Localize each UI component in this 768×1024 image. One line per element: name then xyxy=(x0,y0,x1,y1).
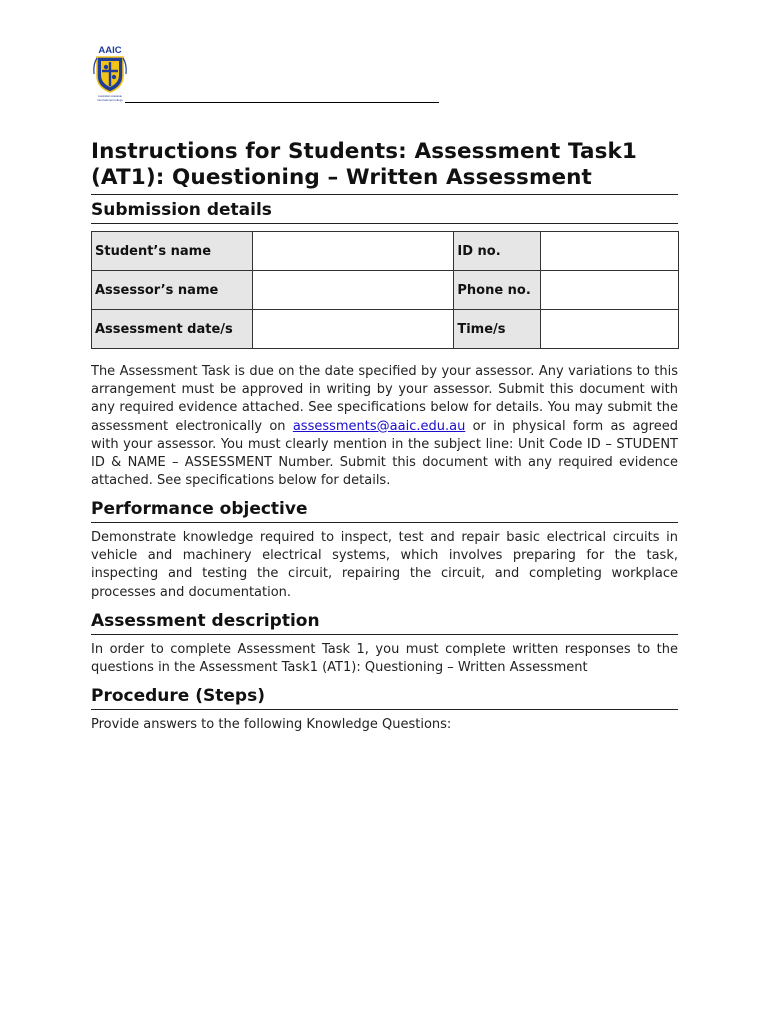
table-row xyxy=(92,310,679,349)
submission-heading: Submission details xyxy=(91,199,678,224)
assessments-email-link[interactable]: assessments@aaic.edu.au xyxy=(292,418,466,434)
page-header xyxy=(91,44,441,104)
logo-wordmark: AAIC xyxy=(98,45,122,56)
performance-objective-text: Demonstrate knowledge required to inspect, test and repair basic electrical circuits in vehicle and machinery electrical systems, which involves preparing for the task, inspecting and testing the circuit, repairing the circuit, and completing workplace processes and documentation. xyxy=(91,530,678,600)
logo-caption: Australian Adelaide xyxy=(98,94,122,98)
assessor-name-field[interactable] xyxy=(252,271,454,310)
submission-text-part-1: The Assessment Task is due on the date specified by your assessor. Any variations to this arrangement must be approved in writing by your assessor. Submit this document with any required evidence attached. See specifications below for details. You may submit the assessment electronically on xyxy=(91,364,678,434)
title-line-2: (AT1): Questioning – Written Assessment xyxy=(91,165,592,190)
id-no-field[interactable] xyxy=(541,232,679,271)
procedure-heading: Procedure (Steps) xyxy=(91,685,678,710)
assessment-date-field[interactable] xyxy=(252,310,454,349)
assessment-description-heading: Assessment description xyxy=(91,610,678,635)
performance-objective-heading: Performance objective xyxy=(91,498,678,523)
aaic-logo xyxy=(91,44,129,102)
assessment-description-text: In order to complete Assessment Task 1, you must complete written responses to the questions in the Assessment Task1 (AT1): Questioning – Written Assessment xyxy=(91,642,678,676)
submission-text-part-2: or in physical form as agreed with your assessor. You must clearly mention in the subject line: Unit Code ID – STUDENT ID & NAME – ASSESSMENT Number. Submit this document with any required evidence attached. See specifications below for details. xyxy=(91,418,678,489)
id-no-label: ID no. xyxy=(454,232,541,271)
header-divider xyxy=(125,102,439,103)
assessor-name-label: Assessor’s name xyxy=(92,271,253,310)
phone-no-label: Phone no. xyxy=(454,271,541,310)
title-line-1: Instructions for Students: Assessment Task1 xyxy=(91,139,637,164)
student-name-field[interactable] xyxy=(252,232,454,271)
assessment-date-label: Assessment date/s xyxy=(92,310,253,349)
submission-instructions xyxy=(91,363,678,490)
time-field[interactable] xyxy=(541,310,679,349)
time-label: Time/s xyxy=(454,310,541,349)
student-name-label: Student’s name xyxy=(92,232,253,271)
title-divider xyxy=(91,194,678,195)
procedure-text: Provide answers to the following Knowledge Questions: xyxy=(91,717,452,732)
table-row xyxy=(92,232,679,271)
table-row xyxy=(92,271,679,310)
phone-no-field[interactable] xyxy=(541,271,679,310)
svg-text:International College: International College xyxy=(97,98,123,102)
page-title xyxy=(91,139,678,191)
submission-details-table xyxy=(91,231,679,349)
